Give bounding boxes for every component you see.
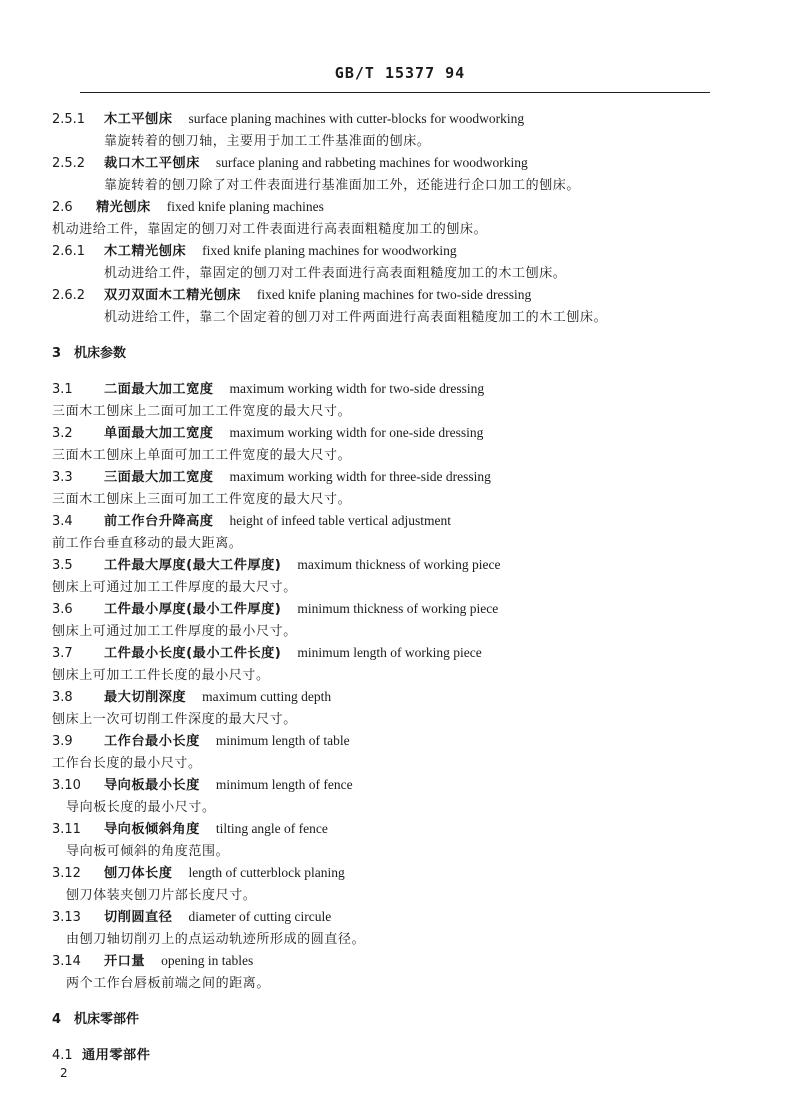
term-english: surface planing and rabbeting machines for woodworking: [215, 155, 528, 170]
term-english: minimum thickness of working piece: [297, 601, 499, 616]
term-definition: 三面木工刨床上单面可加工工件宽度的最大尺寸。: [52, 448, 352, 463]
term-number: 3.8: [52, 690, 73, 705]
term-entry-3-13: [52, 906, 732, 950]
section-title: 机床参数: [74, 346, 127, 361]
term-entry-2-6-1: [52, 240, 732, 284]
page-number: 2: [60, 1066, 68, 1080]
term-entry-3-12: [52, 862, 732, 906]
term-entry-3-9: [52, 730, 732, 774]
term-definition: 靠旋转着的刨刀轴，主要用于加工工件基准面的刨床。: [104, 134, 431, 149]
term-chinese: 工件最小厚度(最小工件厚度): [104, 602, 282, 617]
term-chinese: 裁口木工平刨床: [104, 156, 200, 171]
term-chinese: 工件最大厚度(最大工件厚度): [104, 558, 282, 573]
term-chinese: 最大切削深度: [104, 690, 187, 705]
term-english: maximum thickness of working piece: [297, 557, 501, 572]
term-definition: 三面木工刨床上二面可加工工件宽度的最大尺寸。: [52, 404, 352, 419]
term-entry-4-1: [52, 1044, 732, 1066]
term-entry-2-5-2: [52, 152, 732, 196]
term-number: 3.3: [52, 470, 73, 485]
term-entry-3-6: [52, 598, 732, 642]
term-chinese: 导向板最小长度: [104, 778, 200, 793]
term-chinese: 精光刨床: [96, 200, 151, 215]
term-entry-3-11: [52, 818, 732, 862]
term-number: 2.5.2: [52, 156, 86, 171]
term-english: diameter of cutting circule: [188, 909, 332, 924]
term-entry-3-2: [52, 422, 732, 466]
section-number: 3: [52, 346, 62, 361]
term-definition: 刨床上一次可切削工件深度的最大尺寸。: [52, 712, 297, 727]
term-definition: 前工作台垂直移动的最大距离。: [52, 536, 243, 551]
term-chinese: 工件最小长度(最小工件长度): [104, 646, 282, 661]
term-definition: 导向板长度的最小尺寸。: [66, 800, 216, 815]
term-definition: 刨刀体装夹刨刀片部长度尺寸。: [66, 888, 257, 903]
term-definition: 三面木工刨床上三面可加工工件宽度的最大尺寸。: [52, 492, 352, 507]
term-entry-3-5: [52, 554, 732, 598]
term-number: 4.1: [52, 1048, 73, 1063]
term-english: height of infeed table vertical adjustment: [229, 513, 452, 528]
term-number: 3.12: [52, 866, 81, 881]
term-definition: 机动进给工件，靠固定的刨刀对工件表面进行高表面粗糙度加工的刨床。: [52, 222, 488, 237]
term-entry-3-8: [52, 686, 732, 730]
term-definition: 靠旋转着的刨刀除了对工件表面进行基准面加工外，还能进行企口加工的刨床。: [104, 178, 581, 193]
term-chinese: 前工作台升降高度: [104, 514, 214, 529]
term-english: surface planing machines with cutter-blocks for woodworking: [188, 111, 525, 126]
term-number: 3.1: [52, 382, 73, 397]
term-chinese: 导向板倾斜角度: [104, 822, 200, 837]
term-number: 2.5.1: [52, 112, 86, 127]
section-title: 机床零部件: [74, 1012, 140, 1027]
term-chinese: 二面最大加工宽度: [104, 382, 214, 397]
term-number: 3.14: [52, 954, 81, 969]
standard-code-header: GB/T 15377 94: [334, 64, 466, 82]
term-english: maximum working width for two-side dressing: [229, 381, 485, 396]
term-english: minimum length of fence: [215, 777, 353, 792]
term-chinese: 刨刀体长度: [104, 866, 173, 881]
term-number: 2.6.2: [52, 288, 86, 303]
term-number: 2.6: [52, 200, 73, 215]
term-definition: 刨床上可加工工件长度的最小尺寸。: [52, 668, 270, 683]
term-entry-3-4: [52, 510, 732, 554]
term-entry-2-6-2: [52, 284, 732, 328]
term-chinese: 开口量: [104, 954, 146, 969]
term-english: fixed knife planing machines for two-side dressing: [256, 287, 532, 302]
term-number: 3.7: [52, 646, 73, 661]
term-entry-3-1: [52, 378, 732, 422]
term-entry-2-6: [52, 196, 732, 240]
term-definition: 由刨刀轴切削刃上的点运动轨迹所形成的圆直径。: [66, 932, 366, 947]
term-entry-3-3: [52, 466, 732, 510]
term-english: length of cutterblock planing: [188, 865, 345, 880]
term-definition: 刨床上可通过加工工件厚度的最小尺寸。: [52, 624, 297, 639]
document-body: [52, 108, 732, 1066]
term-english: minimum length of table: [215, 733, 350, 748]
term-chinese: 通用零部件: [82, 1048, 151, 1063]
term-number: 3.10: [52, 778, 81, 793]
term-number: 3.5: [52, 558, 73, 573]
term-definition: 导向板可倾斜的角度范围。: [66, 844, 230, 859]
term-chinese: 三面最大加工宽度: [104, 470, 214, 485]
term-definition: 机动进给工件，靠固定的刨刀对工件表面进行高表面粗糙度加工的木工刨床。: [104, 266, 567, 281]
term-chinese: 单面最大加工宽度: [104, 426, 214, 441]
term-english: tilting angle of fence: [215, 821, 328, 836]
header-rule: [80, 92, 710, 93]
term-definition: 机动进给工件，靠二个固定着的刨刀对工件两面进行高表面粗糙度加工的木工刨床。: [104, 310, 608, 325]
term-chinese: 切削圆直径: [104, 910, 173, 925]
term-entry-3-14: [52, 950, 732, 994]
term-definition: 刨床上可通过加工工件厚度的最大尺寸。: [52, 580, 297, 595]
term-definition: 两个工作台唇板前端之间的距离。: [66, 976, 271, 991]
section-heading-4: [52, 1008, 732, 1030]
term-entry-2-5-1: [52, 108, 732, 152]
term-chinese: 工作台最小长度: [104, 734, 200, 749]
term-english: maximum cutting depth: [202, 689, 332, 704]
term-entry-3-10: [52, 774, 732, 818]
term-english: fixed knife planing machines: [166, 199, 324, 214]
term-number: 3.4: [52, 514, 73, 529]
term-definition: 工作台长度的最小尺寸。: [52, 756, 202, 771]
term-english: fixed knife planing machines for woodworking: [202, 243, 457, 258]
term-number: 3.13: [52, 910, 81, 925]
term-entry-3-7: [52, 642, 732, 686]
term-number: 3.6: [52, 602, 73, 617]
term-english: minimum length of working piece: [297, 645, 482, 660]
section-number: 4: [52, 1012, 62, 1027]
term-english: maximum working width for three-side dressing: [229, 469, 491, 484]
term-english: opening in tables: [161, 953, 254, 968]
term-english: maximum working width for one-side dressing: [229, 425, 484, 440]
term-chinese: 木工平刨床: [104, 112, 173, 127]
term-number: 2.6.1: [52, 244, 86, 259]
section-heading-3: [52, 342, 732, 364]
term-number: 3.2: [52, 426, 73, 441]
term-number: 3.11: [52, 822, 81, 837]
term-number: 3.9: [52, 734, 73, 749]
term-chinese: 木工精光刨床: [104, 244, 187, 259]
term-chinese: 双刃双面木工精光刨床: [104, 288, 241, 303]
